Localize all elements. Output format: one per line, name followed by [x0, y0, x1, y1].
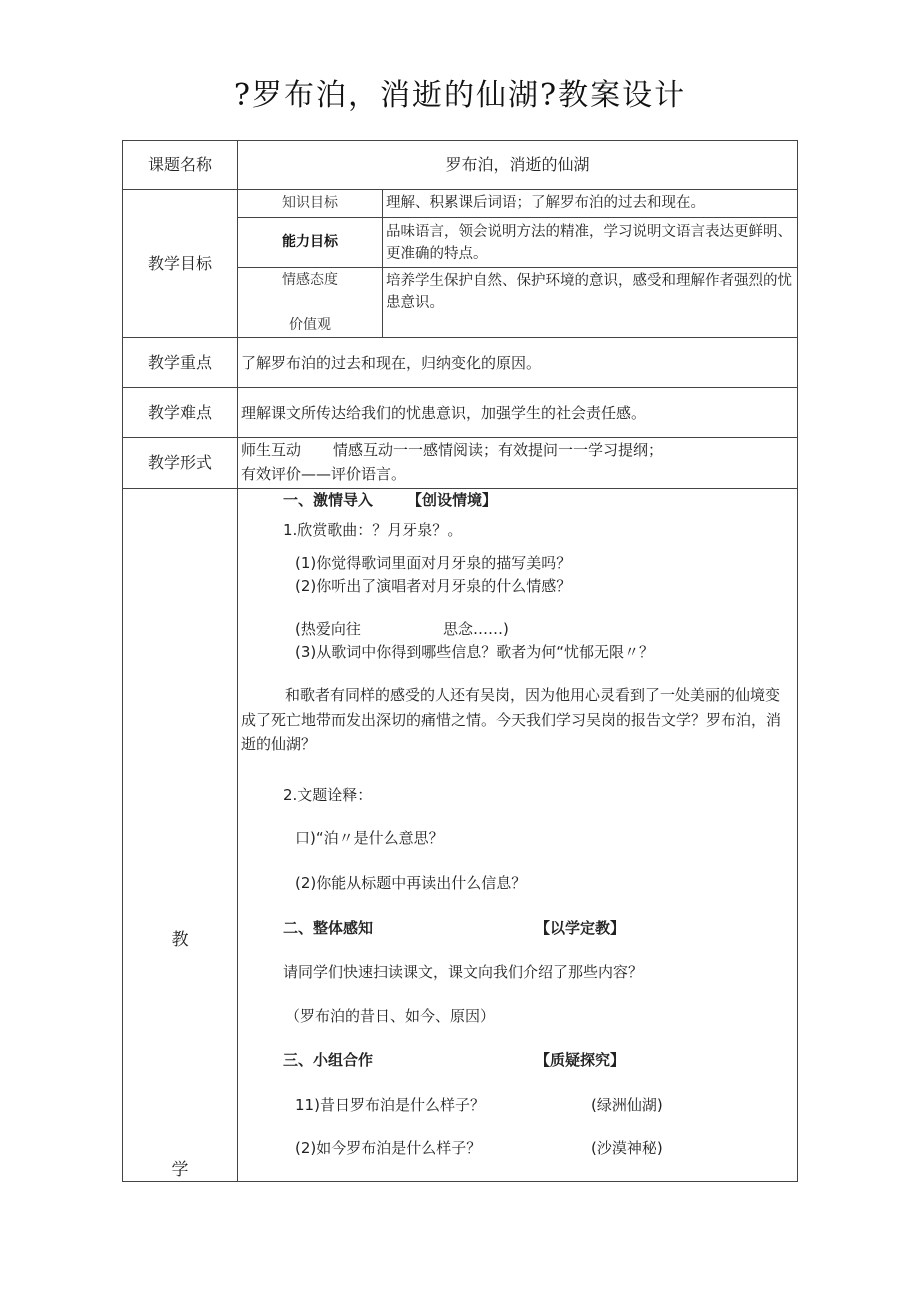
section2-tag: 【以学定教】	[535, 919, 626, 937]
row-divider	[123, 337, 797, 338]
key-point-label: 教学重点	[147, 353, 212, 372]
row-divider	[123, 189, 797, 190]
section1-paragraph: 和歌者有同样的感受的人还有吴岗，因为他用心灵看到了一处美丽的仙境变成了死亡地带而发出深切的痛惜之情。今天我们学习吴岗的报告文学？罗布泊，消逝的仙湖？	[241, 686, 782, 753]
section1-item2: 2.文题诠释：	[283, 786, 373, 804]
row-divider	[123, 387, 797, 388]
column-divider	[382, 189, 383, 337]
form-label: 教学形式	[147, 453, 212, 472]
section3-question1: 11)昔日罗布泊是什么样子？	[295, 1096, 485, 1114]
course-label: 课题名称	[147, 155, 212, 174]
key-point-value: 了解罗布泊的过去和现在，归纳变化的原因。	[241, 354, 542, 372]
column-divider	[237, 141, 238, 1181]
emotion-goal-value: 培养学生保护自然、保护环境的意识，感受和理解作者强烈的忧患意识。	[386, 273, 792, 311]
values-goal-label: 价值观	[289, 317, 331, 333]
form-line1-a: 师生互动	[241, 441, 302, 459]
section3-tag: 【质疑探究】	[535, 1051, 626, 1069]
course-value: 罗布泊，消逝的仙湖	[445, 155, 590, 174]
section1-heading: 一、激情导入	[283, 491, 374, 509]
difficulty-label: 教学难点	[147, 403, 212, 422]
section1-item2-question2: (2)你能从标题中再读出什么信息？	[295, 874, 527, 892]
page-title: ?罗布泊，消逝的仙湖?教案设计	[233, 78, 687, 113]
section1-answer-a: (热爱向往	[295, 620, 361, 638]
section2-heading: 二、整体感知	[283, 919, 374, 937]
section1-question1: (1)你觉得歌词里面对月牙泉的描写美吗？	[295, 554, 572, 572]
section1-item2-question1: 口)“泊〃是什么意思？	[295, 829, 444, 847]
section1-item1: 1.欣赏歌曲：？月牙泉？。	[283, 521, 463, 539]
row-divider	[238, 267, 797, 268]
row-divider	[123, 437, 797, 438]
knowledge-goal-value: 理解、积累课后词语；了解罗布泊的过去和现在。	[386, 195, 705, 211]
section1-question3: (3)从歌词中你得到哪些信息？歌者为何“忧郁无限〃？	[295, 643, 655, 661]
section3-answer2: (沙漠神秘)	[591, 1139, 663, 1157]
knowledge-goal-label: 知识目标	[282, 195, 338, 211]
section1-tag: 【创设情境】	[407, 491, 498, 509]
process-label-char2: 学	[171, 1160, 189, 1180]
section2-text: 请同学们快速扫读课文，课文向我们介绍了那些内容？	[283, 963, 644, 981]
goals-label: 教学目标	[147, 254, 212, 273]
section3-question2: (2)如今罗布泊是什么样子？	[295, 1139, 482, 1157]
difficulty-value: 理解课文所传达给我们的忧患意识，加强学生的社会责任感。	[241, 404, 647, 422]
form-line2: 有效评价——评价语言。	[241, 465, 407, 483]
row-divider	[238, 217, 797, 218]
section3-answer1: (绿洲仙湖)	[591, 1096, 663, 1114]
section2-answer: （罗布泊的昔日、如今、原因）	[285, 1007, 496, 1025]
emotion-goal-label: 情感态度	[282, 272, 338, 288]
form-line1-b: 情感互动一一感情阅读；有效提问一一学习提纲；	[333, 441, 664, 459]
section1-answer-b: 思念……)	[443, 620, 509, 638]
lesson-plan-table	[122, 140, 798, 1182]
section3-heading: 三、小组合作	[283, 1051, 374, 1069]
ability-goal-value: 品味语言，领会说明方法的精准，学习说明文语言表达更鲜明、更准确的特点。	[386, 224, 792, 262]
ability-goal-label: 能力目标	[282, 234, 338, 250]
section1-question2: (2)你听出了演唱者对月牙泉的什么情感？	[295, 577, 572, 595]
process-label-char1: 教	[171, 930, 189, 950]
